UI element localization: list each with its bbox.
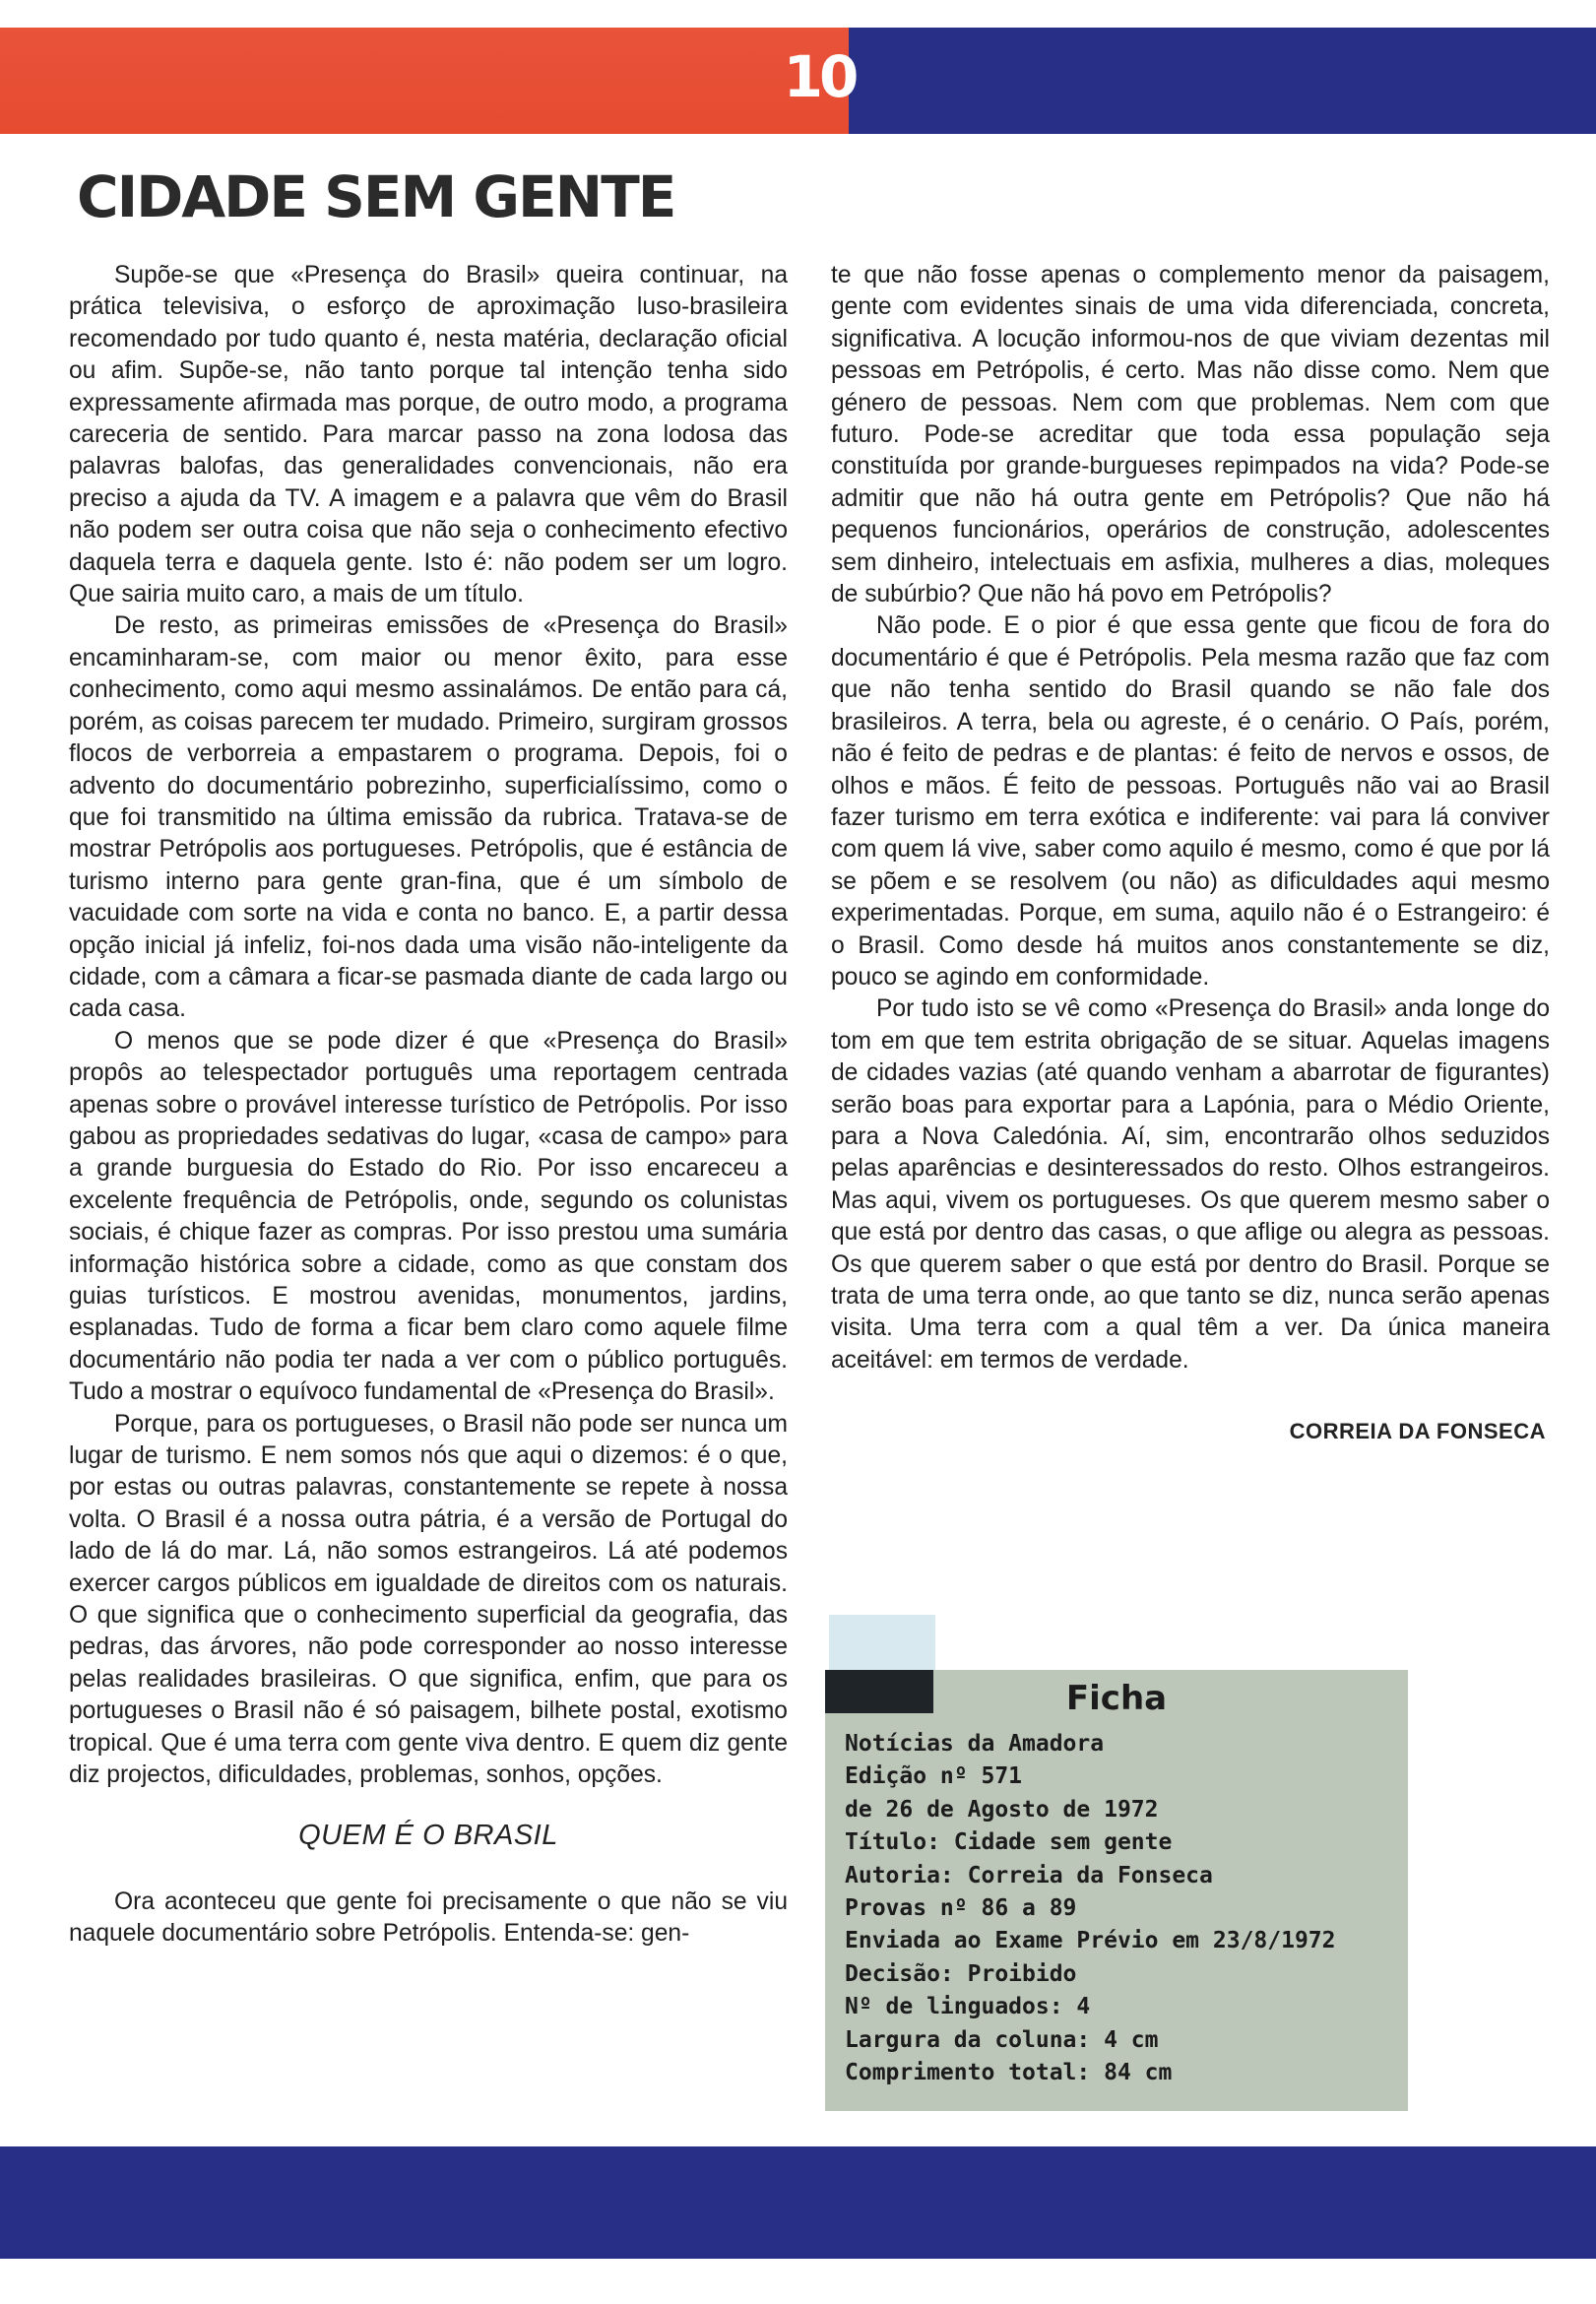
- footer-band-blue: [0, 2146, 1596, 2259]
- left-column: [69, 260, 788, 1951]
- ficha-line: Edição nº 571: [845, 1763, 1023, 1790]
- ficha-line: Autoria: Correia da Fonseca: [845, 1862, 1213, 1888]
- paragraph: De resto, as primeiras emissões de «Presença do Brasil» encaminharam-se, com maior ou menor êxito, para esse conhecimento, como aqui mesmo assinalámos. De então para cá, porém, as coisas parecem ter mudado. Primeiro, surgiram grossos flocos de verborreia a empastarem o programa. Depois, foi o advento do documentário pobrezinho, superficialíssimo, como o que foi transmitido na última emissão da rubrica. Tratava-se de mostrar Petrópolis aos portugueses. Petrópolis, que é estância de turismo interno para gente gran-fina, que é um símbolo de vacuidade com sorte na vida e conta no banco. E, a partir dessa opção inicial já infeliz, foi-nos dada uma visão não-inteligente da cidade, com a câmara a ficar-se pasmada diante de cada largo ou cada casa.: [69, 612, 788, 1023]
- ficha-line: Título: Cidade sem gente: [845, 1829, 1173, 1856]
- ficha-line: Comprimento total: 84 cm: [845, 2060, 1173, 2086]
- ficha-title: Ficha: [1065, 1679, 1168, 1718]
- ficha-list: [845, 1728, 1396, 2089]
- paragraph-continuation: te que não fosse apenas o complemento menor da paisagem, gente com evidentes sinais de uma vida diferenciada, concreta, significativa. A locução informou-nos de que viviam dezentas mil pessoas em Petrópolis, é certo. Mas não disse como. Nem que género de pessoas. Nem com que problemas. Nem com que futuro. Pode-se acreditar que toda essa população seja constituída por grande-burgueses repimpados na vida? Pode-se admitir que não há outra gente em Petrópolis? Que não há pequenos funcionários, operários de construção, adolescentes sem dinheiro, intelectuais em asfixia, mulheres a dias, moleques de subúrbio? Que não há povo em Petrópolis?: [831, 262, 1550, 608]
- paragraph: Porque, para os portugueses, o Brasil não pode ser nunca um lugar de turismo. E nem somos nós que aqui o dizemos: é o que, por estas ou outras palavras, constantemente se repete à nossa volta. O Brasil é a nossa outra pátria, é a versão de Portugal do lado de lá do mar. Lá, não somos estrangeiros. Lá até podemos exercer cargos públicos em igualdade de direitos com os naturais. O que significa que o conhecimento superficial da geografia, das pedras, das árvores, não pode corresponder ao nosso interesse pelas realidades brasileiras. O que significa, enfim, que para os portugueses o Brasil não é só paisagem, bilhete postal, exotismo tropical. Que é uma terra com gente viva dentro. E quem diz gente diz projectos, dificuldades, problemas, sonhos, opções.: [69, 1410, 788, 1789]
- subheading: QUEM É O BRASIL: [298, 1819, 558, 1851]
- ficha-line: Notícias da Amadora: [845, 1731, 1105, 1757]
- ficha-line: Largura da coluna: 4 cm: [845, 2026, 1159, 2053]
- ficha-line: Nº de linguados: 4: [845, 1994, 1091, 2020]
- header-band-red: [0, 28, 849, 134]
- ficha-line: Provas nº 86 a 89: [845, 1895, 1077, 1922]
- page-number: 10: [783, 43, 856, 110]
- header-band-blue: [849, 28, 1596, 134]
- paragraph: Supõe-se que «Presença do Brasil» queira continuar, na prática televisiva, o esforço de aproximação luso-brasileira recomendado por tudo quanto é, nesta matéria, declaração oficial ou afim. Supõe-se, não tanto porque tal intenção tenha sido expressamente afirmada mas porque, de outro modo, a programa careceria de sentido. Para marcar passo na zona lodosa das palavras balofas, das generalidades convencionais, não era preciso a ajuda da TV. A imagem e a palavra que vêm do Brasil não podem ser outra coisa que não seja o conhecimento efectivo daquela terra e daquela gente. Isto é: não podem ser um logro. Que sairia muito caro, a mais de um título.: [69, 262, 788, 608]
- ficha-line: de 26 de Agosto de 1972: [845, 1796, 1159, 1823]
- paragraph: Ora aconteceu que gente foi precisamente o que não se viu naquele documentário sobre Petrópolis. Entenda-se: gen-: [69, 1888, 788, 1948]
- article-title: CIDADE SEM GENTE: [77, 163, 675, 230]
- ficha-line: Enviada ao Exame Prévio em 23/8/1972: [845, 1928, 1336, 1954]
- paragraph: Por tudo isto se vê como «Presença do Brasil» anda longe do tom em que tem estrita obrigação de se situar. Aquelas imagens de cidades vazias (até quando venham a abarrotar de figurantes) serão boas para exportar para a Lapónia, para o Médio Oriente, para a Nova Caledónia. Aí, sim, encontrarão olhos seduzidos pelas aparências e desinteressados do resto. Olhos estrangeiros. Mas aqui, vivem os portugueses. Os que querem mesmo saber o que está por dentro das casas, o que aflige ou alegra as pessoas. Os que querem saber o que está por dentro do Brasil. Porque se trata de uma terra onde, ao que tanto se diz, nunca serão apenas visita. Uma terra com a qual têm a ver. Da única maneira aceitável: em termos de verdade.: [831, 995, 1550, 1374]
- paragraph: O menos que se pode dizer é que «Presença do Brasil» propôs ao telespectador português uma reportagem centrada apenas sobre o provável interesse turístico de Petrópolis. Por isso gabou as propriedades sedativas do lugar, «casa de campo» para a grande burguesia do Estado do Rio. Por isso encareceu a excelente frequência de Petrópolis, onde, segundo os colunistas sociais, é chique fazer as compras. Por isso prestou uma sumária informação histórica sobre a cidade, como as que constam dos guias turísticos. E mostrou avenidas, monumentos, jardins, esplanadas. Tudo de forma a ficar bem claro como aquele filme documentário não podia ter nada a ver com o público português. Tudo a mostrar o equívoco fundamental de «Presença do Brasil».: [69, 1027, 788, 1406]
- ficha-shadow-tab: [829, 1615, 935, 1674]
- author-signature: CORREIA DA FONSECA: [1289, 1419, 1546, 1444]
- paragraph: Não pode. E o pior é que essa gente que ficou de fora do documentário é que é Petrópolis. Pela mesma razão que faz com que não tenha sentido do Brasil quando se não fale dos brasileiros. A terra, bela ou agreste, é o cenário. O País, porém, não é feito de pedras e de plantas: é feito de nervos e ossos, de olhos e mãos. É feito de pessoas. Português não vai ao Brasil fazer turismo em terra exótica e indiferente: vai para lá conviver com quem lá vive, saber como aquilo é mesmo, como é que por lá se põem e se resolvem (ou não) as dificuldades aqui mesmo experimentadas. Porque, em suma, aquilo não é o Estrangeiro: é o Brasil. Como desde há muitos anos constantemente se diz, pouco se agindo em conformidade.: [831, 612, 1550, 991]
- ficha-line: Decisão: Proibido: [845, 1960, 1077, 1987]
- right-column: [831, 260, 1550, 1448]
